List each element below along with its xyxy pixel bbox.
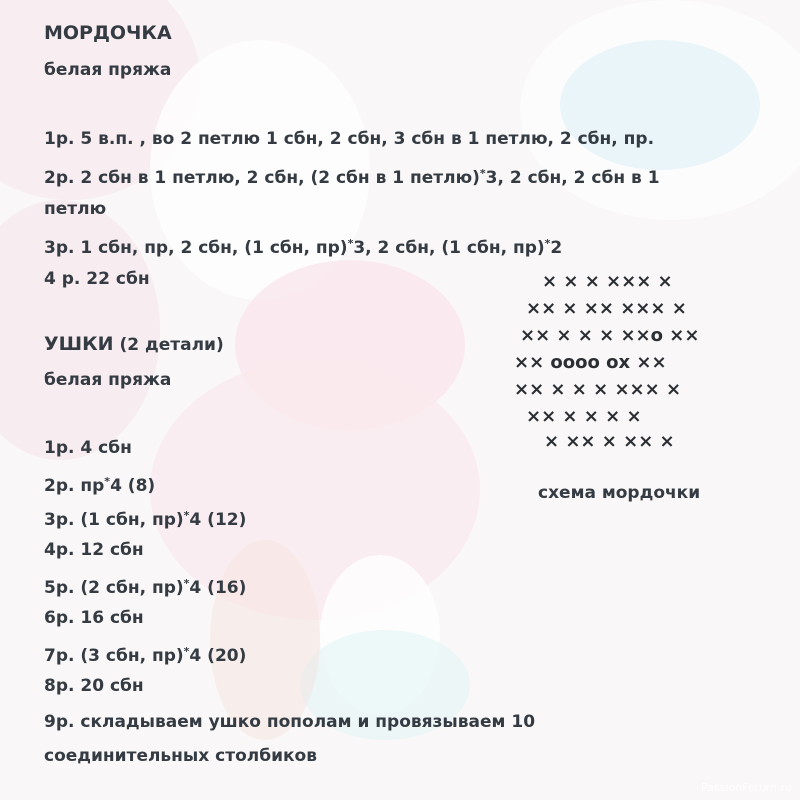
ears-row-2: 2р. пр*4 (8) [44,475,156,496]
ears-yarn-note: белая пряжа [44,370,172,390]
diagram-row-2: ×× × ×× ××× × [526,298,687,319]
ears-section-title: УШКИ [44,333,114,355]
diagram-row-7: × ×× × ×× × [544,431,675,452]
diagram-row-3: ×× × × × ××о ×× [520,325,700,346]
diagram-row-5: ×× × × × ××× × [514,379,682,400]
ears-row-5: 5р. (2 сбн, пр)*4 (16) [44,577,247,598]
face-row-1: 1р. 5 в.п. , во 2 петлю 1 сбн, 2 сбн, 3 сбн в 1 петлю, 2 сбн, пр. [44,129,655,149]
ears-row-4: 4р. 12 сбн [44,540,144,560]
face-stitch-diagram [500,265,780,465]
ears-count-note: (2 детали) [119,335,224,355]
face-yarn-note: белая пряжа [44,60,172,80]
ears-section-heading [44,333,224,356]
face-row-4: 4 р. 22 сбн [44,269,150,289]
face-section-title: МОРДОЧКА [44,22,172,44]
ears-row-9: 9р. складываем ушко пополам и провязываем 10 [44,712,536,732]
ears-row-8: 8р. 20 сбн [44,676,144,696]
diagram-row-1: × × × ××× × [542,271,673,292]
ears-row-1: 1р. 4 сбн [44,438,132,458]
face-row-2: 2р. 2 сбн в 1 петлю, 2 сбн, (2 сбн в 1 петлю)*3, 2 сбн, 2 сбн в 1 [44,167,660,188]
ears-row-7: 7р. (3 сбн, пр)*4 (20) [44,645,247,666]
ears-row-6: 6р. 16 сбн [44,608,144,628]
ears-row-3: 3р. (1 сбн, пр)*4 (12) [44,509,247,530]
ears-row-9-cont: соединительных столбиков [44,746,317,766]
watermark: PassionForum.ru [701,781,792,794]
face-row-3: 3р. 1 сбн, пр, 2 сбн, (1 сбн, пр)*3, 2 сбн, (1 сбн, пр)*2 [44,237,563,258]
diagram-row-4: ×× оооо ох ×× [514,352,667,373]
diagram-row-6: ×× × × × × [526,406,642,427]
face-row-2-cont: петлю [44,199,107,219]
diagram-caption: схема мордочки [538,483,701,503]
